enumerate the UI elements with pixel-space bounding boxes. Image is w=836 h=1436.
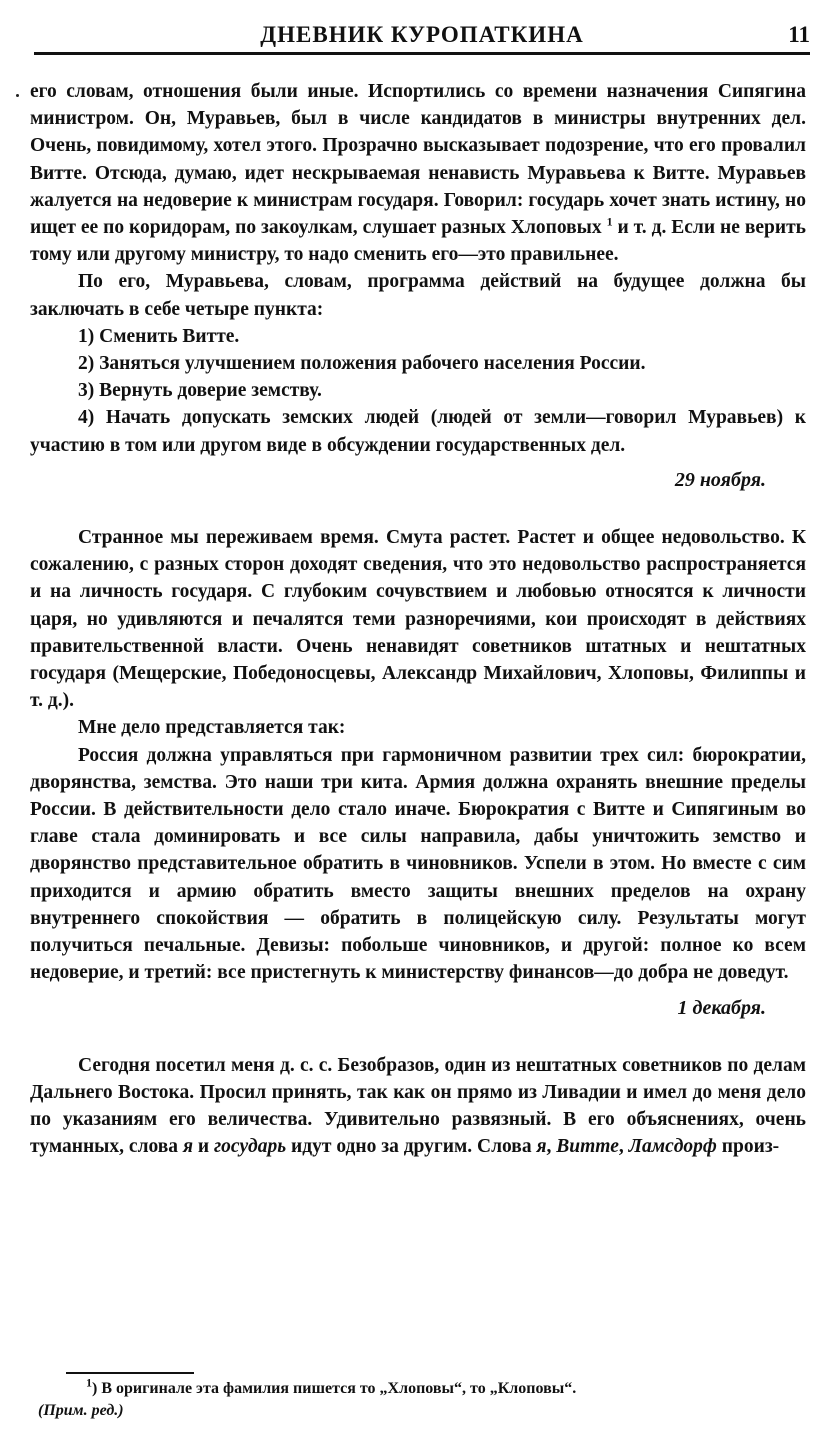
footnote-editor-note: (Прим. ред.) — [38, 1402, 124, 1419]
date-heading-1: 29 ноября. — [674, 468, 766, 491]
paragraph-2: По его, Муравьева, словам, программа действий на будущее должна бы заключать в себе четыре пункта: — [30, 271, 806, 320]
paragraph-1 — [30, 78, 806, 268]
p6-emphasis-vitte: Витте — [556, 1136, 619, 1158]
paragraph-6 — [30, 1052, 806, 1161]
paragraph-1-text: его словам, отношения были иные. Испортились со времени назначения Сипягина министром. Он, Муравьев, был в числе кандидатов в министры внутренних дел. Очень, повидимому, хотел этого. Прозрачно высказывает подозрение, что его провалил Витте. Отсюда, думаю, идет нескрываемая ненависть Муравьева к Витте. Муравьев жалуется на недоверие к министрам государя. Говорил: государь хочет знать истину, но ищет ее по коридорам, по закоулкам, слушает разных Хлоповых — [30, 81, 806, 239]
p6-part-c: идут одно за другим. Слова — [286, 1136, 537, 1158]
p6-part-d: , — [546, 1136, 557, 1158]
running-title: ДНЕВНИК КУРОПАТКИНА — [260, 22, 584, 47]
p6-part-b: и — [192, 1136, 214, 1158]
list-item-1: 1) Сменить Витте. — [78, 325, 240, 347]
date-heading-2: 1 декабря. — [677, 996, 766, 1019]
p6-emphasis-ya: я — [182, 1136, 193, 1158]
page-header — [34, 18, 810, 54]
p6-emphasis-lamsdorf: Ламсдорф — [628, 1136, 717, 1158]
list-item-2: 2) Заняться улучшением положения рабочего населения России. — [78, 353, 646, 375]
print-speck — [16, 94, 19, 97]
paragraph-5: Россия должна управляться при гармоничном развитии трех сил: бюрократии, дворянства, земства. Это наши три кита. Армия должна охранять внешние пределы России. В действительности дело стало иначе. Бюрократия с Витте и Сипягиным во главе стала доминировать и все силы направила, дабы уничтожить земство и дворянство представительное обратить в чиновников. Успели в этом. Но вместе с сим приходится и армию обратить вместо защиты внешних пределов на охрану внутреннего спокойствия — обратить в полицейскую силу. Результаты могут получиться печальные. Девизы: побольше чиновников, и другой: полное ко всем недоверие, и третий: все пристегнуть к министерству финансов—до добра не доведут. — [30, 744, 806, 984]
footnote-body: ) В оригинале эта фамилия пишется то „Хлоповы“, то „Клоповы“. — [92, 1380, 577, 1397]
paragraph-4: Мне дело представляется так: — [78, 717, 346, 739]
p6-part-e: , — [618, 1136, 629, 1158]
paragraph-3: Странное мы переживаем время. Смута растет. Растет и общее недовольство. К сожалению, с разных сторон доходят сведения, что это недовольство распространяется и на личность государя. С глубоким сочувствием и любовью относятся к личности царя, но удивляются и печалятся теми разноречиями, кои происходят в действиях правительственной власти. Очень ненавидят советников штатных и нештатных государя (Мещерские, Победоносцевы, Александр Михайлович, Хлоповы, Филиппы и т. д.). — [30, 527, 806, 712]
p6-part-a: Сегодня посетил меня д. с. с. Безобразов, один из нештатных советников по делам Дальнего Востока. Просил принять, так как он прямо из Ливадии и имел до меня дело по указаниям его величества. Удивительно развязный. В его объяснениях, очень туманных, слова — [30, 1054, 806, 1158]
main-text — [30, 78, 806, 1161]
page-number: 11 — [788, 22, 810, 47]
footnote-rule — [66, 1372, 194, 1374]
footnote-text — [38, 1375, 810, 1400]
header-rule — [34, 52, 810, 55]
list-item-4: 4) Начать допускать земских людей (людей от земли—говорил Муравьев) к участию в том или другом виде в обсуждении государственных дел. — [30, 407, 806, 456]
footnote — [38, 1375, 810, 1422]
p6-part-f: произ- — [716, 1136, 780, 1158]
paragraph-1-tail: и т. д. Если не верить тому или другому министру, то надо сменить его—это правильнее. — [30, 217, 806, 266]
p6-emphasis-ya-2: я — [536, 1136, 547, 1158]
footnote-marker: 1 — [86, 1375, 92, 1390]
p6-emphasis-gosudar: государь — [213, 1136, 287, 1158]
footnote-ref: 1 — [606, 214, 613, 229]
list-item-3: 3) Вернуть доверие земству. — [78, 380, 322, 402]
